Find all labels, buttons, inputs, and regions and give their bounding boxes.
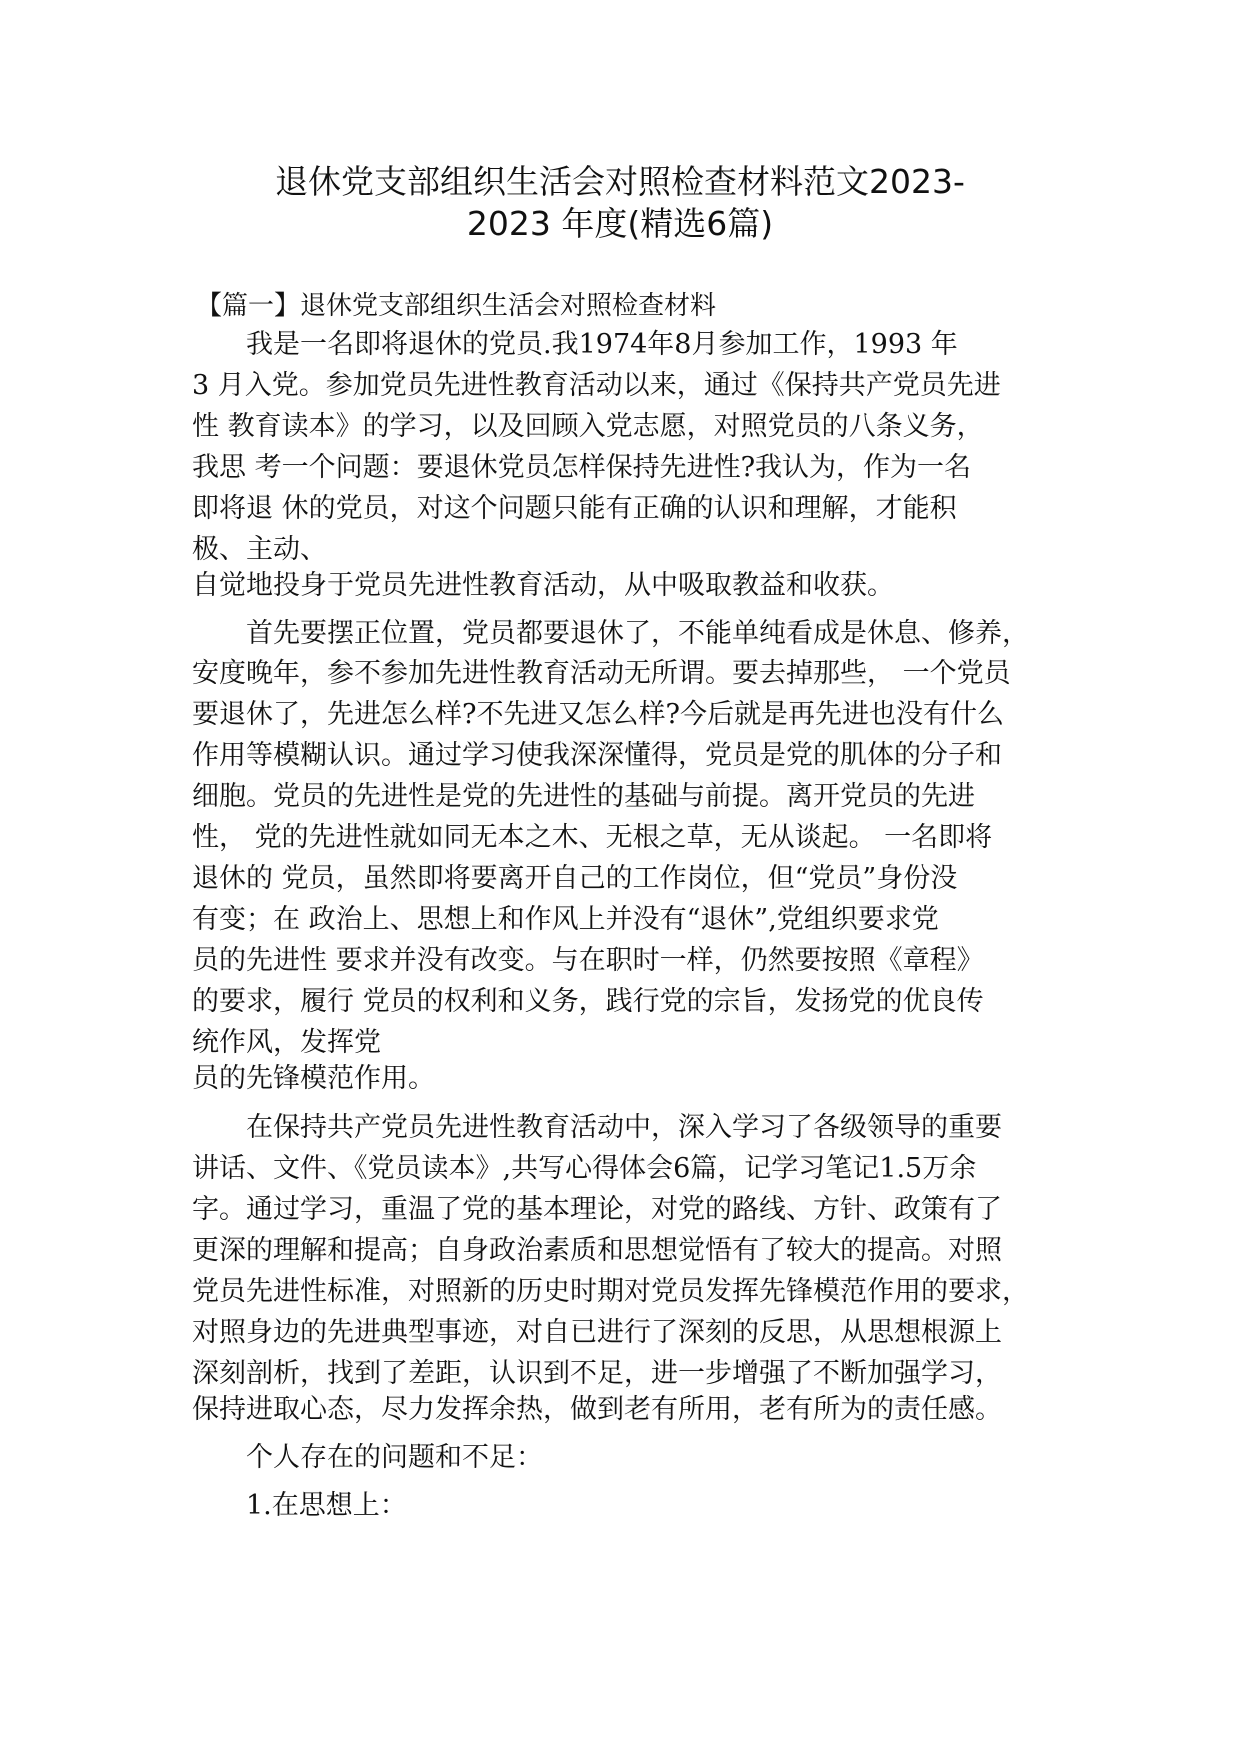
paragraph-line: 我思 考一个问题：要退休党员怎样保持先进性?我认为，作为一名 [192, 452, 972, 483]
paragraph-line: 3 月入党。参加党员先进性教育活动以来，通过《保持共产党员先进 [192, 370, 1001, 401]
document-title-line-1: 退休党支部组织生活会对照检查材料范文2023- [275, 162, 965, 201]
paragraph-line: 保持进取心态，尽力发挥余热，做到老有所用，老有所为的责任感。 [192, 1394, 1002, 1425]
paragraph-line: 个人存在的问题和不足： [246, 1442, 543, 1473]
document-title-line-2: 2023 年度(精选6篇) [466, 204, 774, 243]
paragraph-line: 即将退 休的党员，对这个问题只能有正确的认识和理解，才能积 [192, 493, 957, 524]
paragraph-line: 极、主动、 [192, 534, 327, 565]
paragraph-line: 更深的理解和提高；自身政治素质和思想觉悟有了较大的提高。对照 [192, 1235, 1002, 1266]
paragraph-line: 在保持共产党员先进性教育活动中，深入学习了各级领导的重要 [246, 1112, 1002, 1143]
paragraph-line: 对照身边的先进典型事迹，对自已进行了深刻的反思，从思想根源上 [192, 1317, 1002, 1348]
paragraph-line: 我是一名即将退休的党员.我1974年8月参加工作，1993 年 [246, 329, 958, 360]
paragraph-line: 首先要摆正位置，党员都要退休了，不能单纯看成是休息、修养， [246, 618, 1029, 649]
paragraph-line: 要退休了，先进怎么样?不先进又怎么样?今后就是再先进也没有什么 [192, 699, 1004, 730]
paragraph-line: 统作风，发挥党 [192, 1027, 381, 1058]
paragraph-line: 字。通过学习，重温了党的基本理论，对党的路线、方针、政策有了 [192, 1194, 1002, 1225]
paragraph-line: 深刻剖析，找到了差距，认识到不足，进一步增强了不断加强学习， [192, 1358, 1002, 1389]
paragraph-line: 安度晚年，参不参加先进性教育活动无所谓。要去掉那些， 一个党员 [192, 658, 1011, 689]
paragraph-line: 员的先锋模范作用。 [192, 1063, 435, 1094]
paragraph-line: 自觉地投身于党员先进性教育活动，从中吸取教益和收获。 [192, 570, 894, 601]
paragraph-line: 细胞。党员的先进性是党的先进性的基础与前提。离开党员的先进 [192, 781, 975, 812]
paragraph-line: 退休的 党员，虽然即将要离开自己的工作岗位，但“党员”身份没 [192, 863, 958, 894]
paragraph-line: 作用等模糊认识。通过学习使我深深懂得，党员是党的肌体的分子和 [192, 740, 1002, 771]
paragraph-line: 性 教育读本》的学习，以及回顾入党志愿，对照党员的八条义务， [192, 411, 984, 442]
paragraph-line: 员的先进性 要求并没有改变。与在职时一样，仍然要按照《章程》 [192, 945, 984, 976]
paragraph-line: 党员先进性标准，对照新的历史时期对党员发挥先锋模范作用的要求， [192, 1276, 1029, 1307]
paragraph-line: 的要求，履行 党员的权利和义务，践行党的宗旨，发扬党的优良传 [192, 986, 984, 1017]
paragraph-line: 有变；在 政治上、思想上和作风上并没有“退休”,党组织要求党 [192, 904, 939, 935]
paragraph-line: 1.在思想上： [246, 1490, 407, 1521]
paragraph-line: 讲话、文件、《党员读本》,共写心得体会6篇，记学习笔记1.5万余 [192, 1153, 977, 1184]
paragraph-line: 性， 党的先进性就如同无本之木、无根之草，无从谈起。 一名即将 [192, 822, 993, 853]
section-heading: 【篇一】退休党支部组织生活会对照检查材料 [196, 291, 717, 321]
